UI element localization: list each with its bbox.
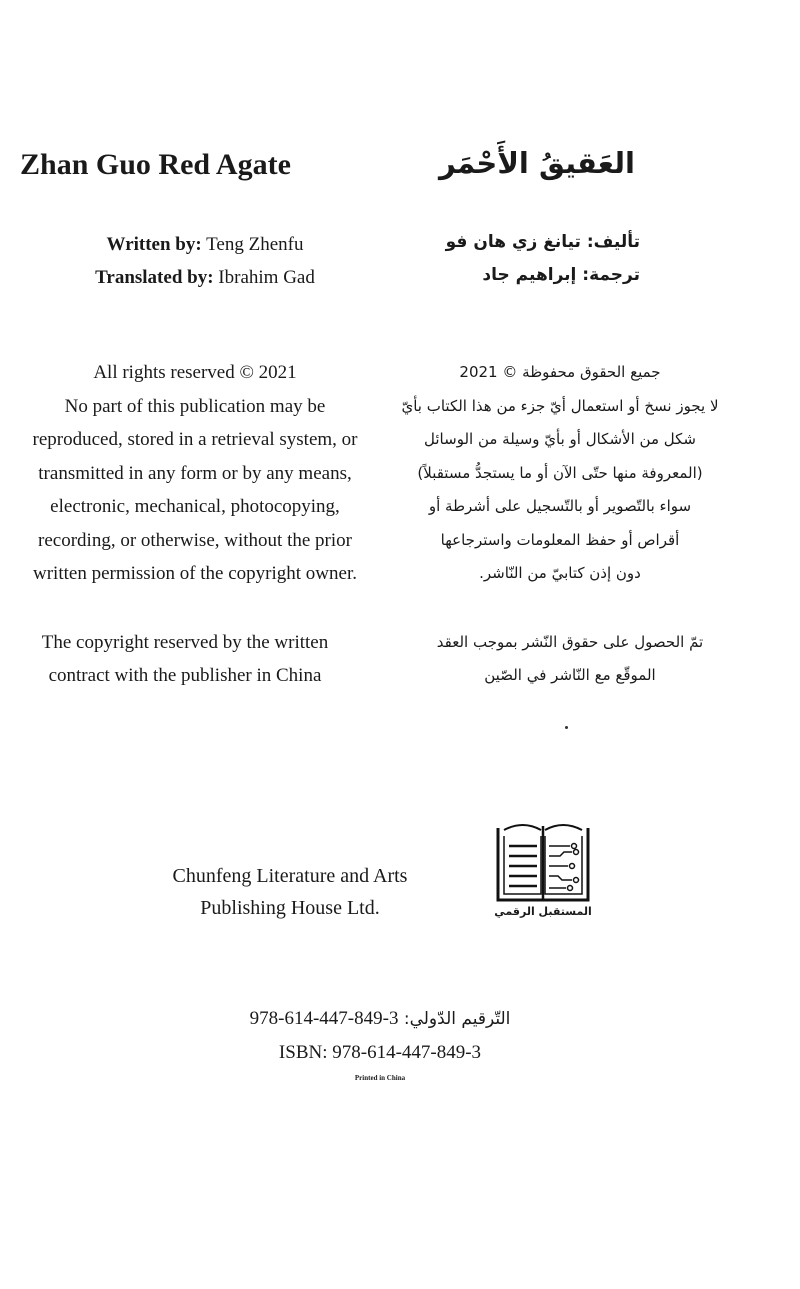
arabic-rights-line: (المعروفة منها حتّى الآن أو ما يستجدُّ مستقبلاً) [417, 463, 703, 482]
english-rights-line: reproduced, stored in a retrieval system, or [32, 429, 358, 450]
arabic-contract-line: الموقّع مع النّاشر في الصّين [484, 666, 656, 684]
arabic-author-line: تأليف: تيانغ زي هان فو [445, 232, 640, 252]
publisher-name [130, 860, 450, 924]
english-rights-line: All rights reserved © 2021 [93, 362, 297, 383]
open-book-icon [488, 808, 598, 908]
translated-by-line [60, 261, 350, 294]
arabic-title: العَقيقُ الأَحْمَر [438, 146, 635, 180]
translated-by-label: Translated by: [95, 267, 214, 288]
arabic-rights-line: أقراص أو حفظ المعلومات واسترجاعها [440, 530, 680, 549]
decorative-dot [565, 726, 568, 729]
translator-name: Ibrahim Gad [218, 267, 315, 288]
english-isbn: ISBN: 978-614-447-849-3 [278, 1042, 482, 1063]
english-rights-line: electronic, mechanical, photocopying, [50, 496, 340, 517]
arabic-rights-line: شكل من الأشكال أو بأيّ وسيلة من الوسائل [424, 430, 696, 448]
written-by-line [60, 228, 350, 261]
english-rights-line: transmitted in any form or by any means, [38, 462, 352, 484]
english-rights-line: No part of this publication may be [64, 395, 326, 417]
english-rights-line: recording, or otherwise, without the prior [38, 529, 352, 551]
arabic-rights-line: سواء بالتّصوير أو بالتّسجيل على أشرطة أو [428, 497, 692, 515]
english-contract-notice [10, 626, 360, 692]
printed-in-note: Printed in China [354, 1074, 406, 1082]
arabic-rights-line: جميع الحقوق محفوظة © 2021 [459, 363, 661, 381]
logo-caption: المستقبل الرقمي [494, 905, 592, 918]
arabic-contract-line: تمّ الحصول على حقوق النّشر بموجب العقد [436, 633, 704, 651]
english-rights-notice [10, 356, 380, 591]
author-name: Teng Zhenfu [206, 234, 304, 255]
arabic-credits [340, 226, 640, 292]
english-credits [60, 228, 350, 294]
publisher-line: Publishing House Ltd. [200, 897, 380, 919]
english-contract-line: contract with the publisher in China [48, 665, 322, 686]
english-title: Zhan Guo Red Agate [20, 148, 291, 181]
arabic-contract-notice [420, 626, 720, 692]
arabic-rights-line: دون إذن كتابيّ من النّاشر. [479, 564, 641, 582]
arabic-rights-line: لا يجوز نسخ أو استعمال أيّ جزء من هذا الكتاب بأيّ [401, 396, 719, 415]
english-rights-line: written permission of the copyright owner. [33, 563, 357, 584]
written-by-label: Written by: [106, 234, 202, 255]
arabic-rights-notice [380, 356, 740, 591]
arabic-isbn [220, 1008, 540, 1030]
arabic-isbn-label: التّرقيم الدّولي: [403, 1009, 511, 1029]
english-contract-line: The copyright reserved by the written [41, 632, 329, 653]
arabic-isbn-value: 978-614-447-849-3 [249, 1008, 399, 1029]
arabic-translator-line: ترجمة: إبراهيم جاد [482, 265, 640, 285]
publisher-line: Chunfeng Literature and Arts [172, 865, 408, 887]
